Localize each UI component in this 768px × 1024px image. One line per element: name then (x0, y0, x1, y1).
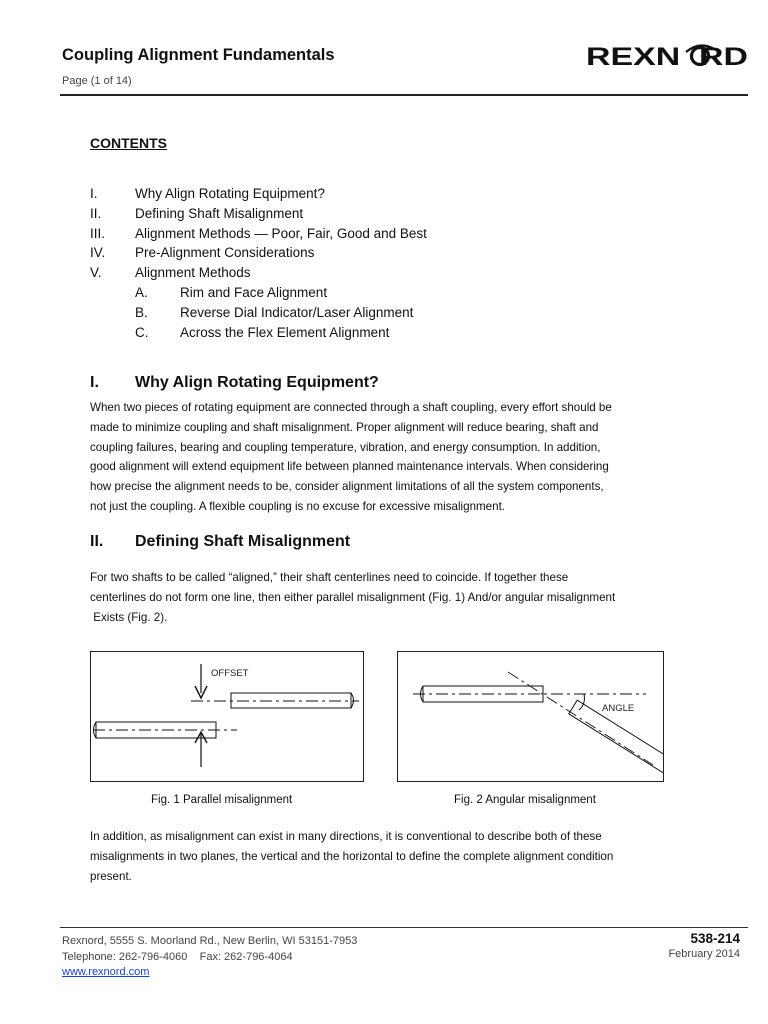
figure-parallel-misalignment (90, 651, 364, 782)
section-2-heading (90, 533, 690, 555)
figure-1-caption: Fig. 1 Parallel misalignment (151, 794, 293, 806)
section-1-number: I. (90, 374, 99, 391)
paragraph-line: misalignments in two planes, the vertical and the horizontal to define the complete alignment condition (90, 849, 614, 863)
toc-item-text: Defining Shaft Misalignment (135, 205, 304, 221)
toc-item-text: Pre-Alignment Considerations (135, 245, 315, 261)
toc-subitem-text: Rim and Face Alignment (180, 284, 328, 300)
toc-subitem (90, 323, 710, 343)
toc-subitem-letter: B. (135, 304, 148, 320)
footer-website-link[interactable]: www.rexnord.com (62, 966, 150, 978)
toc-item (90, 224, 710, 244)
toc-item-number: II. (90, 205, 102, 221)
footer-address: Rexnord, 5555 S. Moorland Rd., New Berlin, WI 53151-7953 (62, 935, 358, 947)
upper-shaft (231, 693, 351, 708)
toc-item (90, 204, 710, 224)
section-1-title: Why Align Rotating Equipment? (135, 374, 379, 391)
paragraph-line: When two pieces of rotating equipment are connected through a shaft coupling, every effort should be (90, 401, 612, 414)
paragraph-line: made to minimize coupling and shaft misalignment. Proper alignment will reduce bearing, shaft and (90, 420, 599, 434)
section-2-number: II. (90, 533, 104, 550)
section-1-paragraph (90, 398, 680, 517)
paragraph-line: good alignment will extend equipment life between planned maintenance intervals. When considering (90, 460, 609, 474)
paragraph-line: present. (90, 869, 132, 883)
toc-item (90, 263, 710, 283)
paragraph-line: For two shafts to be called “aligned,” their shaft centerlines need to coincide. If together these (90, 571, 569, 584)
document-number: 538-214 (690, 931, 740, 946)
paragraph-line: coupling failures, bearing and coupling temperature, vibration, and energy consumption. In addition, (90, 440, 601, 454)
offset-label: OFFSET (211, 668, 249, 679)
footer-phone: Telephone: 262-796-4060 Fax: 262-796-4064 (62, 950, 293, 963)
header-divider (60, 94, 748, 96)
paragraph-line: centerlines do not form one line, then either parallel misalignment (Fig. 1) And/or angular misalignment (90, 590, 616, 604)
tilted-centerline (508, 672, 653, 765)
toc-item-number: IV. (90, 245, 106, 261)
page-number: Page (1 of 14) (62, 75, 132, 87)
toc-item (90, 184, 710, 204)
paragraph-line: In addition, as misalignment can exist in many directions, it is conventional to describe both of these (90, 830, 602, 843)
toc-item (90, 243, 710, 263)
paragraph-line: not just the coupling. A flexible coupling is no excuse for excessive misalignment. (90, 499, 506, 513)
toc-item-text: Alignment Methods (135, 265, 251, 281)
footer-document-info (668, 931, 740, 962)
toc-subitem-text: Across the Flex Element Alignment (180, 324, 390, 340)
contents-heading: CONTENTS (90, 135, 167, 151)
section-1-heading (90, 374, 690, 396)
toc-subitem (90, 303, 710, 323)
footer-divider (60, 927, 748, 928)
document-title: Coupling Alignment Fundamentals (62, 46, 335, 64)
toc-item-number: III. (90, 225, 106, 241)
rexnord-logo (586, 42, 748, 70)
toc-subitem-text: Reverse Dial Indicator/Laser Alignment (180, 304, 414, 320)
toc-item-text: Why Align Rotating Equipment? (135, 186, 325, 201)
toc-subitem-letter: A. (135, 284, 148, 300)
toc-item-text: Alignment Methods — Poor, Fair, Good and Best (135, 225, 427, 241)
svg-text:REXN RD: REXN RD (586, 43, 748, 70)
angle-label: ANGLE (602, 703, 635, 714)
table-of-contents (90, 184, 710, 342)
figure-2-caption: Fig. 2 Angular misalignment (454, 794, 596, 806)
footer-contact (62, 934, 357, 981)
toc-subitem-letter: C. (135, 324, 149, 340)
toc-item-number: V. (90, 265, 102, 281)
toc-item-number: I. (90, 186, 98, 201)
closing-paragraph (90, 827, 680, 886)
document-date: February 2014 (668, 947, 740, 960)
section-2-paragraph (90, 568, 680, 627)
paragraph-line: how precise the alignment needs to be, consider alignment limitations of all the system components, (90, 480, 604, 494)
section-2-title: Defining Shaft Misalignment (135, 533, 351, 550)
toc-subitem (90, 283, 710, 303)
figure-angular-misalignment (397, 651, 664, 782)
paragraph-line: Exists (Fig. 2). (90, 610, 168, 624)
